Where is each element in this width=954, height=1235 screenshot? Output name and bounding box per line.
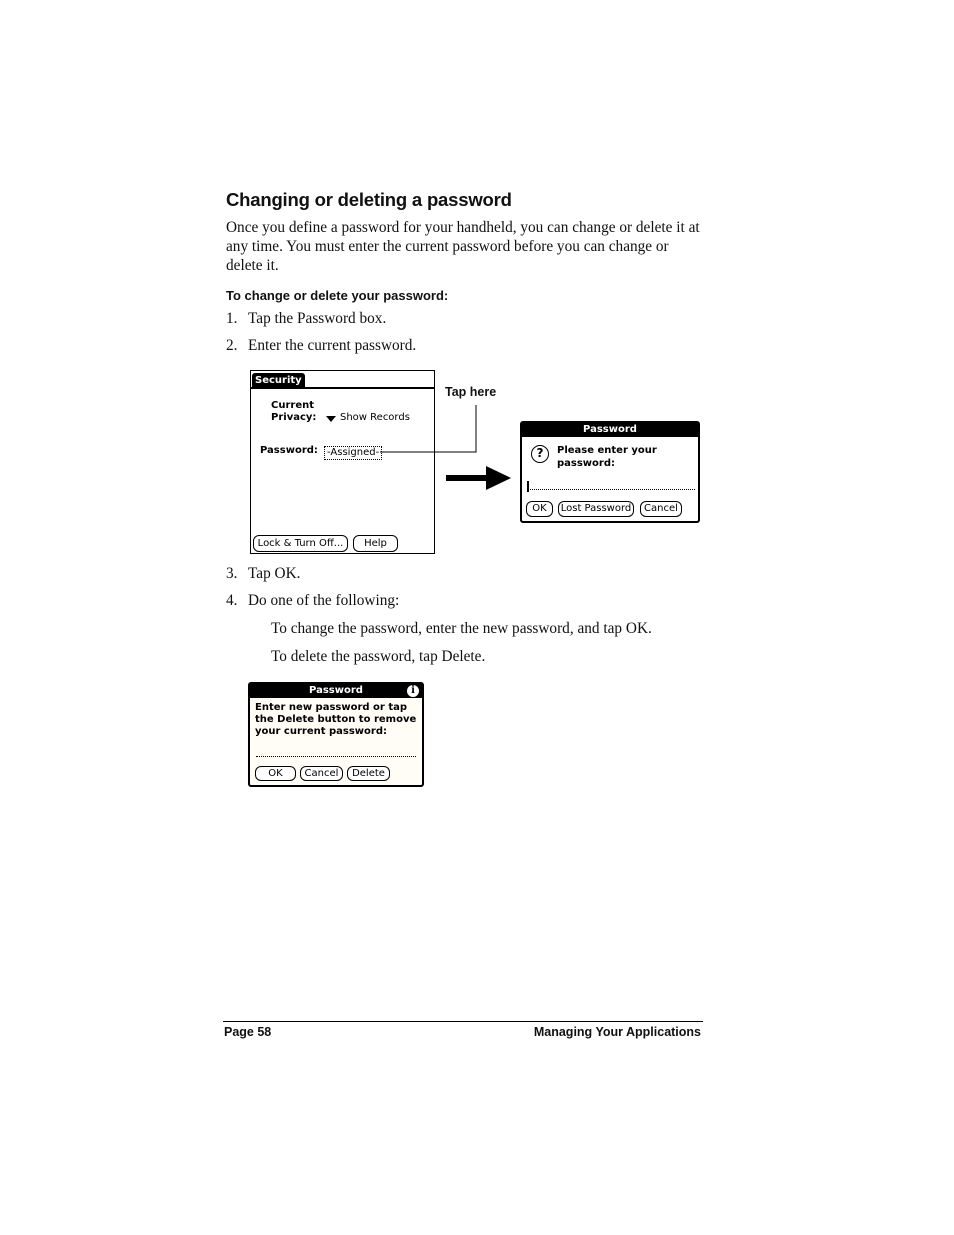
prompt-line-3: your current password: [255,726,388,737]
step-number: 2. [226,337,238,354]
dialog-title: Password [522,423,698,437]
dialog-title: Password [250,684,422,698]
option-change: To change the password, enter the new password, and tap OK. [271,620,652,637]
prompt-line-1: Please enter your [557,445,657,456]
prompt-line-1: Enter new password or tap [255,702,408,713]
step-number: 1. [226,310,238,327]
current-label: Current [271,400,315,411]
ok-button[interactable]: OK [255,766,296,781]
step-text: Tap the Password box. [248,310,387,327]
password-input[interactable] [527,489,695,490]
arrow-shaft [446,475,490,481]
privacy-value[interactable]: Show Records [340,412,410,423]
text-cursor [527,481,529,492]
cancel-button[interactable]: Cancel [300,766,343,781]
security-tab: Security [252,373,305,389]
help-button[interactable]: Help [353,535,398,552]
ok-button[interactable]: OK [526,501,553,517]
cancel-button[interactable]: Cancel [640,501,682,517]
procedure-title: To change or delete your password: [226,288,449,303]
lock-turn-off-button[interactable]: Lock & Turn Off... [253,535,348,552]
footer-rule [223,1021,703,1022]
privacy-label: Privacy: [271,412,317,423]
new-password-input[interactable] [256,756,416,757]
footer-chapter-title: Managing Your Applications [533,1025,701,1039]
prompt-line-2: the Delete button to remove [255,714,417,725]
arrow-head [486,466,511,490]
step-text: Tap OK. [248,565,301,582]
step-text: Do one of the following: [248,592,400,609]
question-icon: ? [531,445,549,463]
callout-leader-line [380,405,476,452]
info-icon[interactable]: i [407,685,419,697]
intro-paragraph: Once you define a password for your handheld, you can change or delete it at any time. You must enter the current password before you can change or delete it. [226,219,700,274]
callout-label: Tap here [445,385,497,399]
password-label: Password: [260,445,318,456]
step-number: 4. [226,592,238,609]
lost-password-button[interactable]: Lost Password [558,501,634,517]
password-dialog [520,421,700,523]
delete-button[interactable]: Delete [347,766,390,781]
new-password-dialog [248,682,424,787]
section-heading: Changing or deleting a password [226,189,512,210]
step-number: 3. [226,565,238,582]
password-box[interactable]: -Assigned- [324,446,382,460]
option-delete: To delete the password, tap Delete. [271,648,486,665]
step-text: Enter the current password. [248,337,417,354]
prompt-line-2: password: [557,458,616,469]
footer-page-number: Page 58 [224,1025,272,1039]
